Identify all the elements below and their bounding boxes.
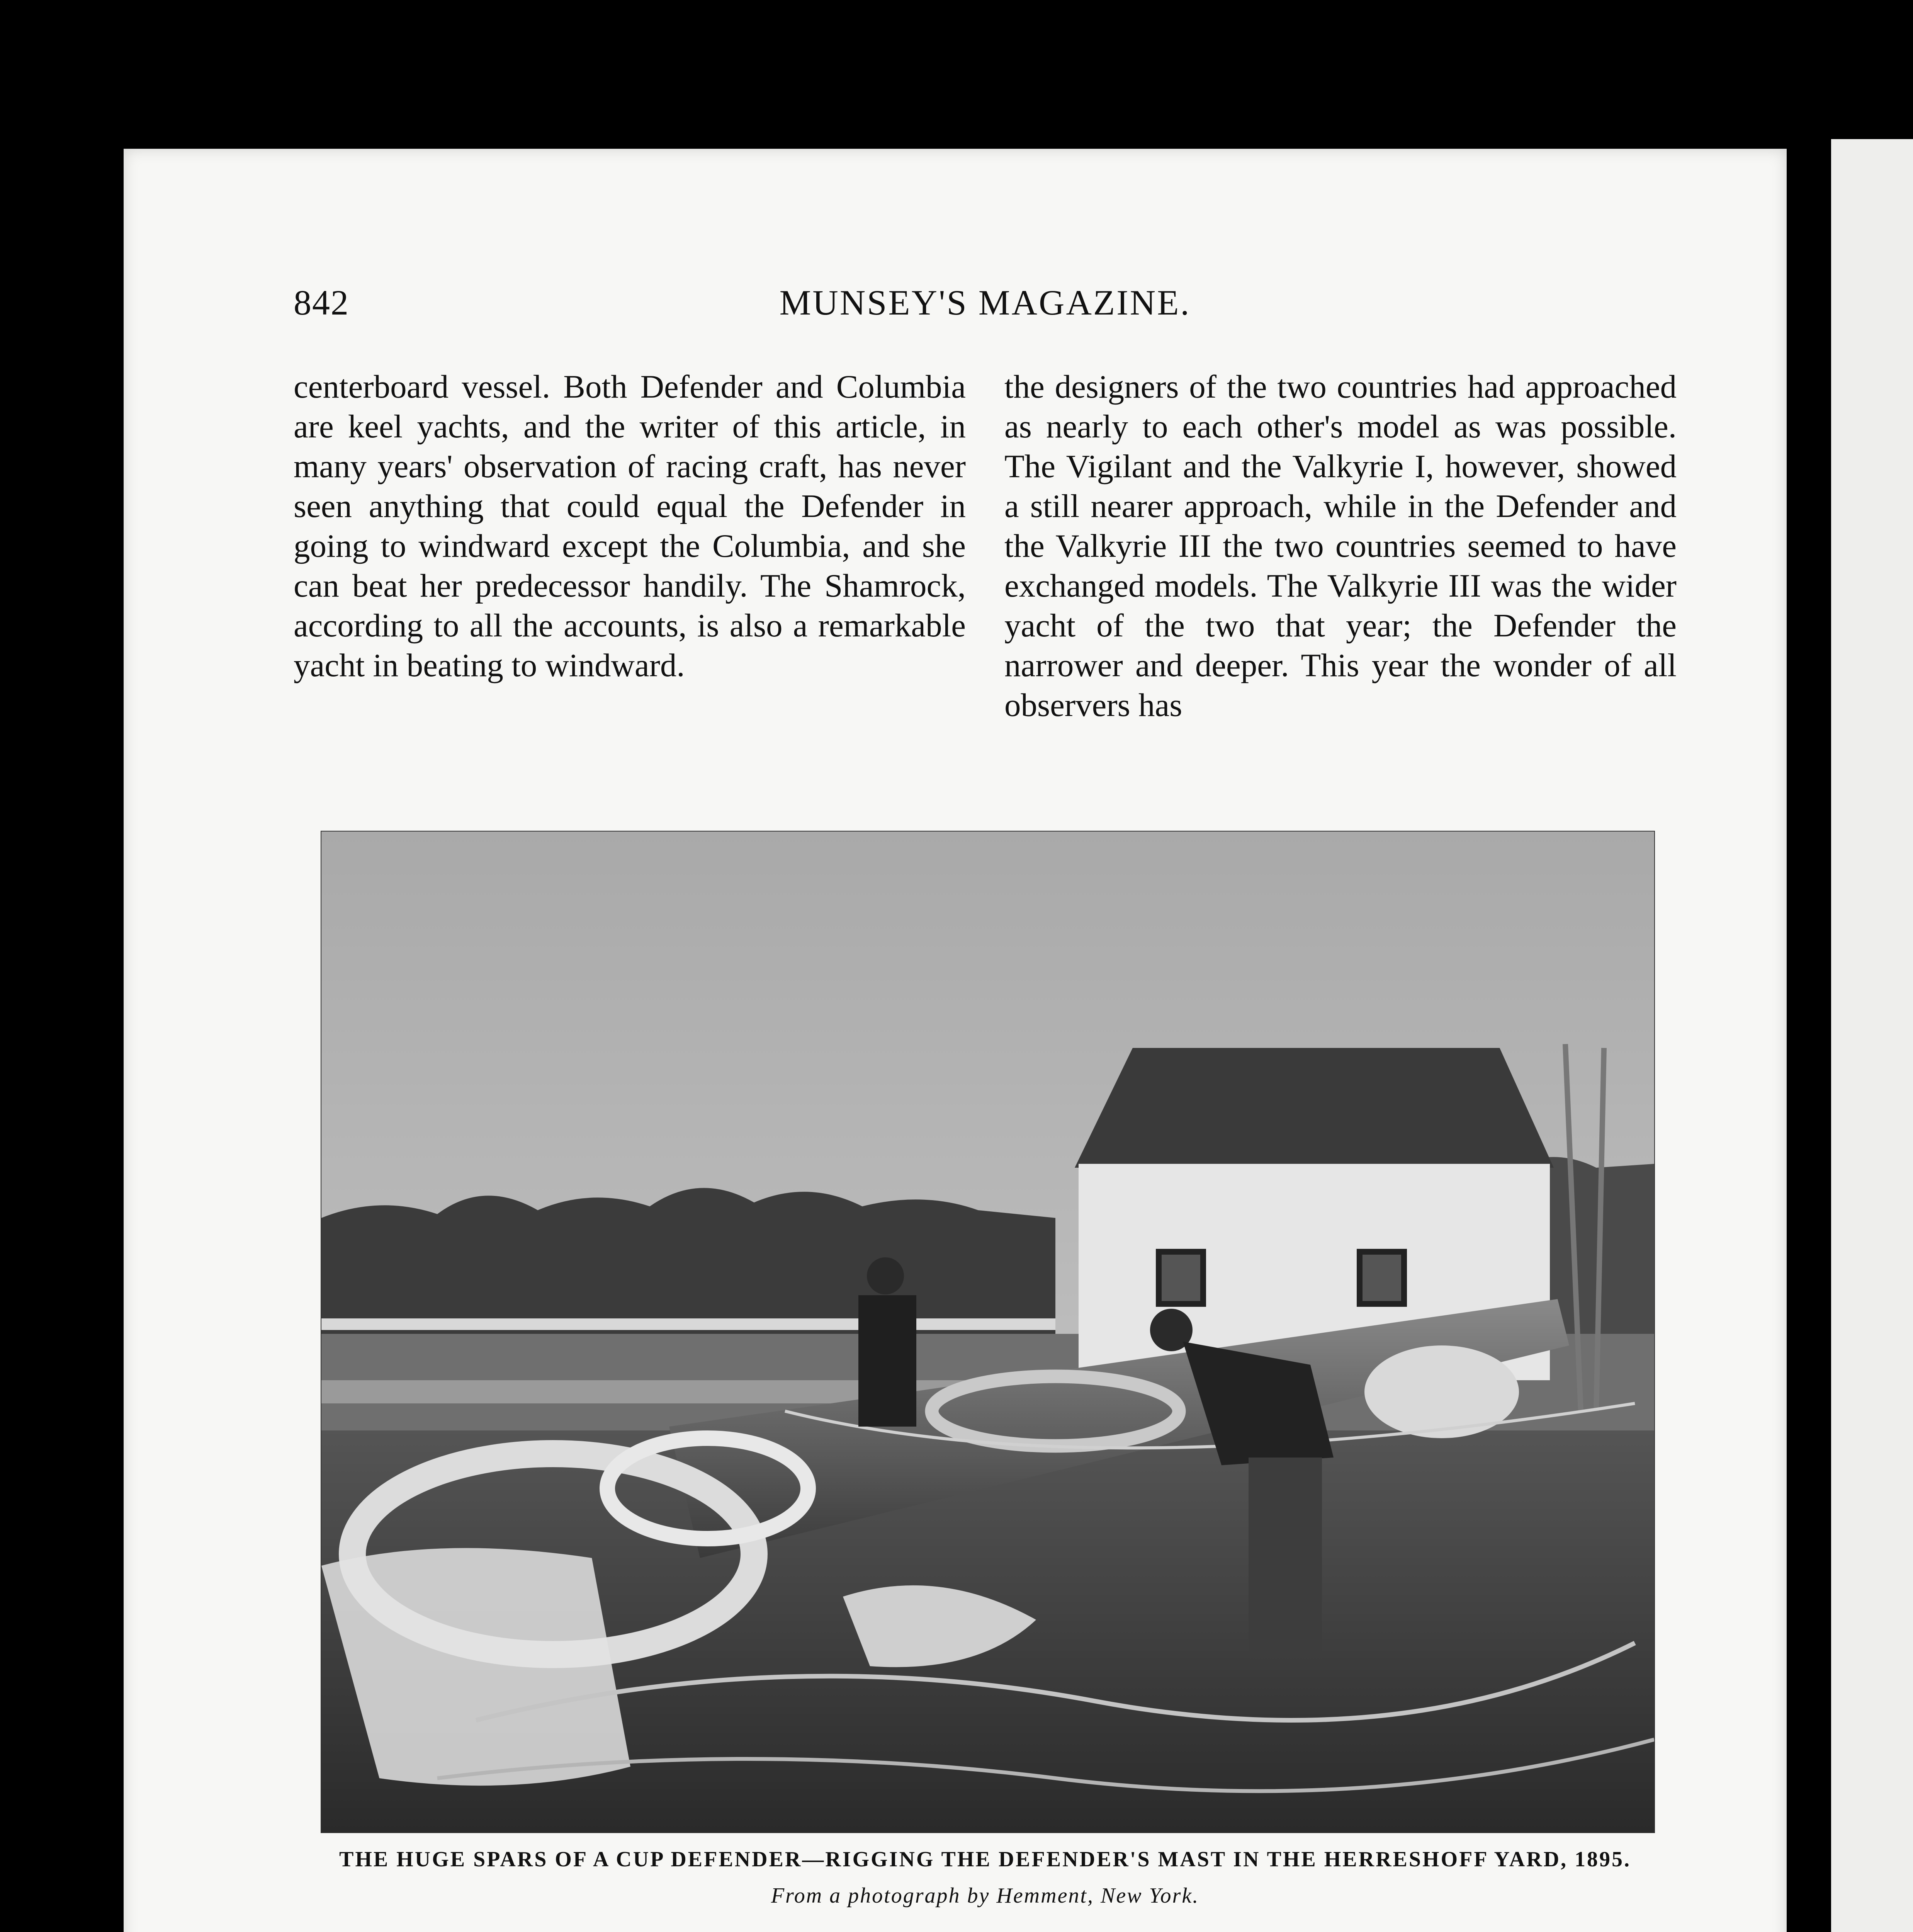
column-top-left (294, 367, 966, 685)
page-header (294, 282, 1677, 328)
page-number: 842 (294, 283, 349, 322)
page-gutter (1787, 135, 1831, 1932)
caption-title: THE HUGE SPARS OF A CUP DEFENDER—RIGGING THE DEFENDER'S MAST IN THE HERRESHOFF YARD, 1895. (339, 1847, 1631, 1871)
halftone-photograph (321, 831, 1655, 1833)
photo-caption (294, 1847, 1677, 1908)
photo-credit: From a photograph by Hemment, New York. (771, 1884, 1199, 1908)
facing-page-edge (1831, 139, 1913, 1932)
paragraph: centerboard vessel. Both Defender and Columbia are keel yachts, and the writer of this article, in many years' observation of racing craft, has never seen anything that could equal the Defender in going to windward except the Columbia, and she can beat her predecessor handily. The Shamrock, according to all the accounts, is also a remarkable yacht in beating to windward. (294, 369, 966, 684)
paragraph: the designers of the two countries had approached as nearly to each other's model as was possible. The Vigilant and the Valkyrie I, however, showed a still nearer approach, while in the Defender and the Valkyrie III the two countries seemed to have exchanged models. The Valkyrie III was the wider yacht of the two that year; the Defender the narrower and deeper. This year the wonder of all observers has (1004, 369, 1677, 723)
column-top-right (1004, 367, 1677, 725)
running-head: MUNSEY'S MAGAZINE. (779, 283, 1191, 322)
